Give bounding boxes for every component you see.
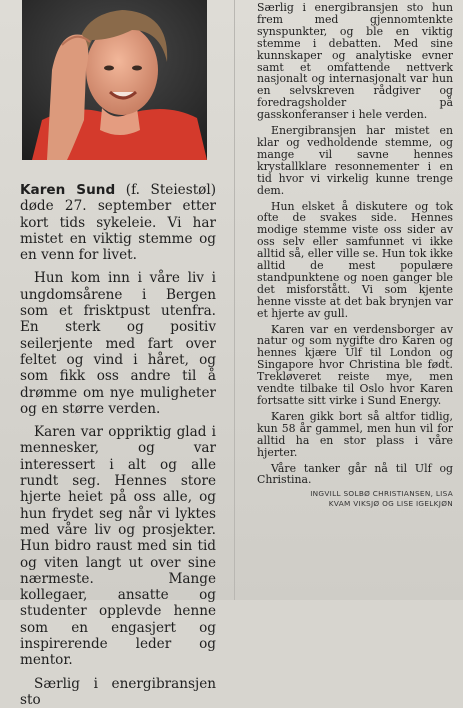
portrait-photo-image — [22, 0, 207, 160]
body-paragraph: Energibransjen har mistet en klar og vedholdende stemme, og mange vil savne hennes krystallklare resonnementer i en tid hvor vi virkelig kunne trenge dem. — [257, 124, 453, 197]
body-paragraph: Karen var en verdensborger av natur og som nygifte dro Karen og hennes kjære Ulf til London og Singapore hvor Christina ble født. Trekløveret reiste mye, men vendte tilbake til Oslo hvor Karen fortsatte sitt virke i Sund Energy. — [257, 322, 453, 407]
signature-line: KVAM VIKSJØ OG LISE IGELKJØN — [328, 499, 453, 509]
signature-line: INGVILL SOLBØ CHRISTIANSEN, LISA — [310, 489, 453, 499]
body-paragraph: Våre tanker går nå til Ulf og Christina. — [257, 461, 453, 487]
portrait-photo — [22, 0, 207, 160]
body-paragraph: Hun elsket å diskutere og tok ofte de svakes side. Hennes modige stemme viste oss sider av oss selv eller samfunnet vi ikke alltid så, eller ville se. Hun tok ikke alltid de mest populære standpunktene og noen ganger ble det misforstått. Vi som kjente henne visste at det bak brynjen var et hjerte av gull. — [257, 199, 453, 320]
left-column — [20, 182, 216, 708]
body-paragraph: Karen gikk bort så altfor tidlig, kun 58 år gammel, men hun vil for alltid ha en stor plass i våre hjerter. — [257, 409, 453, 459]
deceased-name: Karen Sund — [20, 182, 116, 198]
signature — [257, 489, 453, 509]
body-paragraph: Hun kom inn i våre liv i ungdomsårene i Bergen som et frisktpust utenfra. En sterk og positiv seilerjente med fart over feltet og vind i håret, og som fikk oss andre til å drømme om nye muligheter og en større verden. — [20, 270, 216, 417]
intro-paragraph — [20, 182, 216, 263]
body-paragraph: Karen var oppriktig glad i mennesker, og var interessert i alt og alle rundt seg. Hennes store hjerte heiet på oss alle, og hun frydet seg når vi lyktes med våre liv og prosjekter. Hun bidro raust med sin tid og viten langt ut over sine nærmeste. Mange kollegaer, ansatte og studenter opplevde henne som en engasjert og inspirerende leder og mentor. — [20, 424, 216, 669]
body-paragraph: Særlig i energibransjen sto hun frem med gjennomtenkte synspunkter, og ble en viktig stemme i debatten. Med sine kunnskaper og analytiske evner samt et omfattende nettverk nasjonalt og internasjonalt var hun en selvskreven rådgiver og foredragsholder på gasskonferanser i hele verden. — [257, 1, 453, 122]
intro-text: (f. Steiestøl) døde 27. september etter kort tids sykeleie. Vi har mistet en viktig stemme og en venn for livet. — [20, 182, 216, 264]
column-divider — [234, 0, 235, 600]
right-column — [257, 2, 453, 509]
body-paragraph: Særlig i energibransjen sto — [20, 675, 216, 708]
